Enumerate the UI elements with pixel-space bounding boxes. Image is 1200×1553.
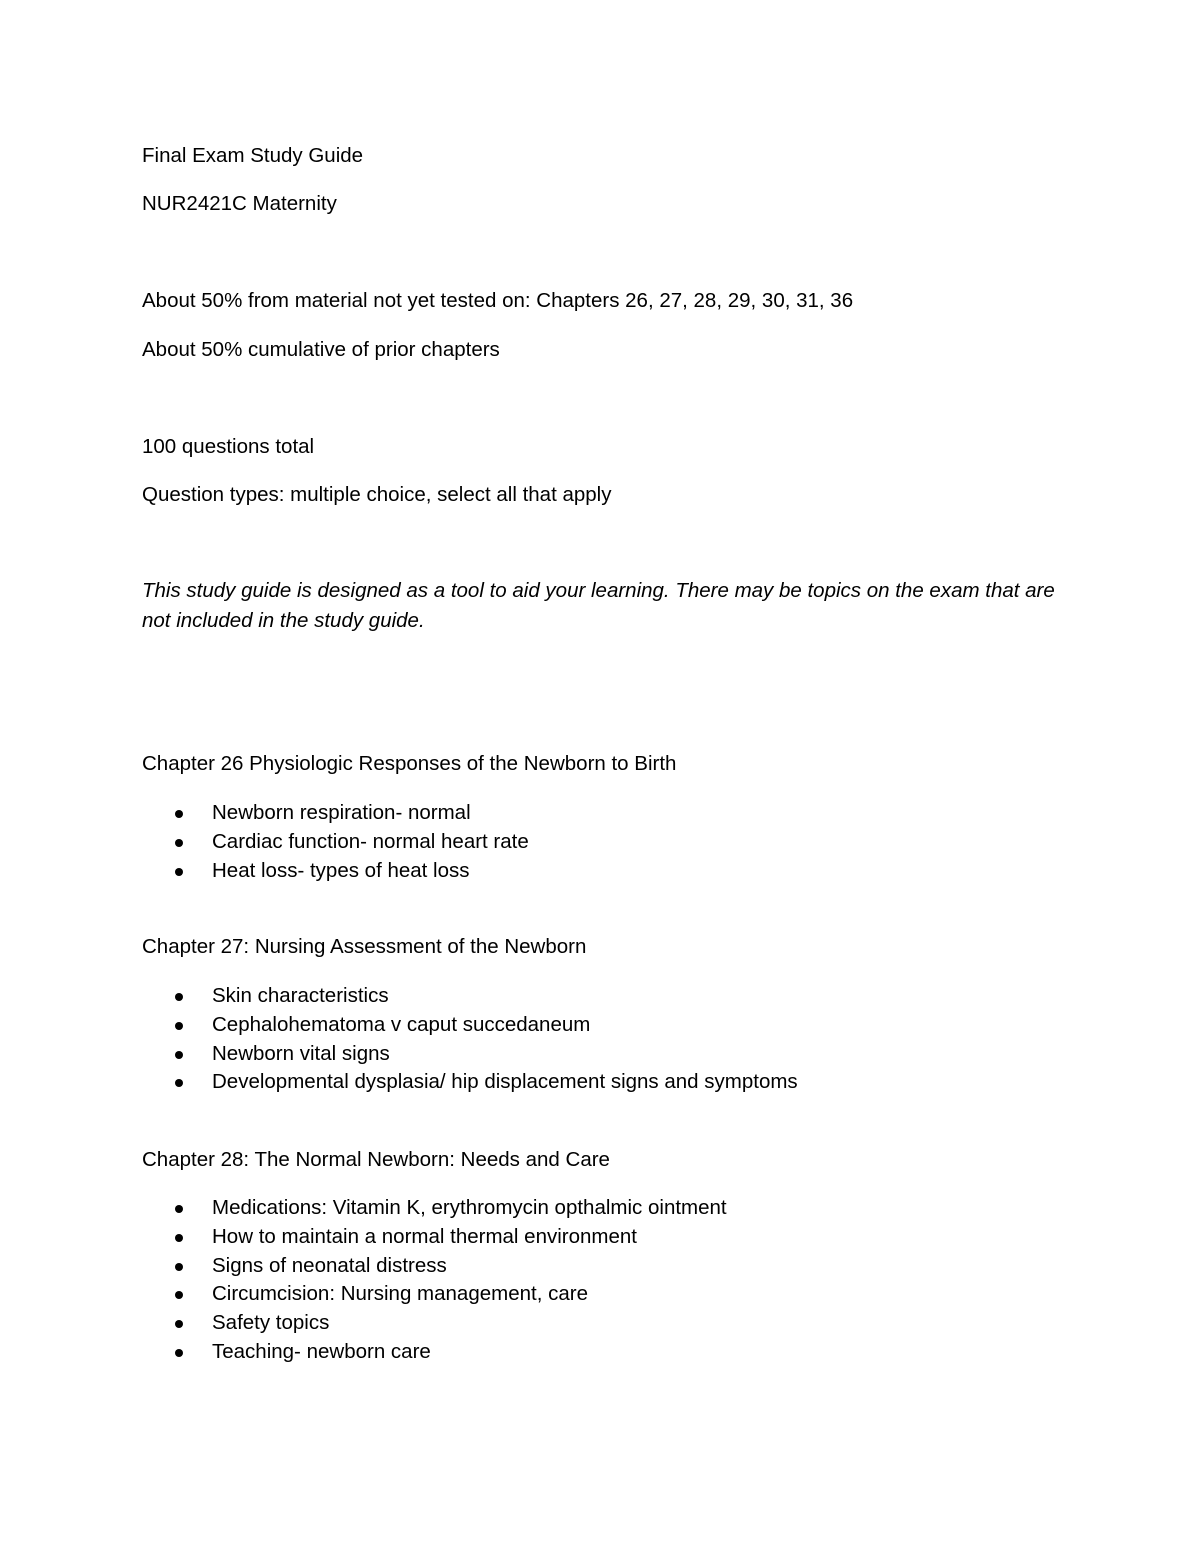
chapter-heading: Chapter 27: Nursing Assessment of the Newborn [142,935,587,958]
new-material-note: About 50% from material not yet tested on: Chapters 26, 27, 28, 29, 30, 31, 36 [142,289,854,312]
bullet-icon [175,1051,183,1059]
list-item-text: Medications: Vitamin K, erythromycin opthalmic ointment [212,1196,727,1219]
list-item-text: Cardiac function- normal heart rate [212,829,529,853]
question-count: 100 questions total [142,435,315,458]
list-item [142,982,798,1011]
list-item [142,1223,727,1252]
list-item-text: Cephalohematoma v caput succedaneum [212,1012,591,1036]
course-name: NUR2421C Maternity [142,192,337,215]
list-item [142,1309,727,1338]
list-item-text: How to maintain a normal thermal environment [212,1224,637,1248]
question-types: Question types: multiple choice, select all that apply [142,483,612,506]
list-item-text: Newborn vital signs [212,1041,390,1065]
bullet-icon [175,868,183,876]
chapter-topic-list [142,982,798,1097]
bullet-icon [175,1349,183,1357]
list-item [142,799,529,828]
bullet-icon [175,1263,183,1271]
list-item [142,1011,798,1040]
bullet-icon [175,1234,183,1242]
list-item-text: Safety topics [212,1311,330,1335]
bullet-icon [175,839,183,847]
list-item [142,857,529,886]
list-item-text: Signs of neonatal distress [212,1253,447,1277]
list-item-text: Newborn respiration- normal [212,801,471,824]
list-item [142,1252,727,1281]
bullet-icon [175,810,183,818]
bullet-icon [175,1205,183,1213]
chapter-heading: Chapter 26 Physiologic Responses of the Newborn to Birth [142,752,677,775]
list-item [142,1194,727,1223]
bullet-icon [175,1022,183,1030]
list-item-text: Developmental dysplasia/ hip displacement signs and symptoms [212,1070,798,1094]
list-item-text: Circumcision: Nursing management, care [212,1282,588,1306]
bullet-icon [175,1291,183,1299]
list-item-text: Skin characteristics [212,984,389,1007]
list-item [142,1068,798,1097]
chapter-topic-list [142,799,529,885]
bullet-icon [175,1320,183,1328]
list-item [142,1280,727,1309]
list-item-text: Heat loss- types of heat loss [212,858,470,882]
chapter-heading: Chapter 28: The Normal Newborn: Needs and Care [142,1148,610,1171]
list-item-text: Teaching- newborn care [212,1339,431,1363]
document-title: Final Exam Study Guide [142,144,364,167]
bullet-icon [175,1079,183,1087]
list-item [142,1338,727,1367]
list-item [142,1040,798,1069]
bullet-icon [175,993,183,1001]
cumulative-note: About 50% cumulative of prior chapters [142,338,500,361]
disclaimer-text: This study guide is designed as a tool to aid your learning. There may be topics on the exam that are not included in the study guide. [142,579,1055,632]
list-item [142,828,529,857]
chapter-topic-list [142,1194,727,1367]
